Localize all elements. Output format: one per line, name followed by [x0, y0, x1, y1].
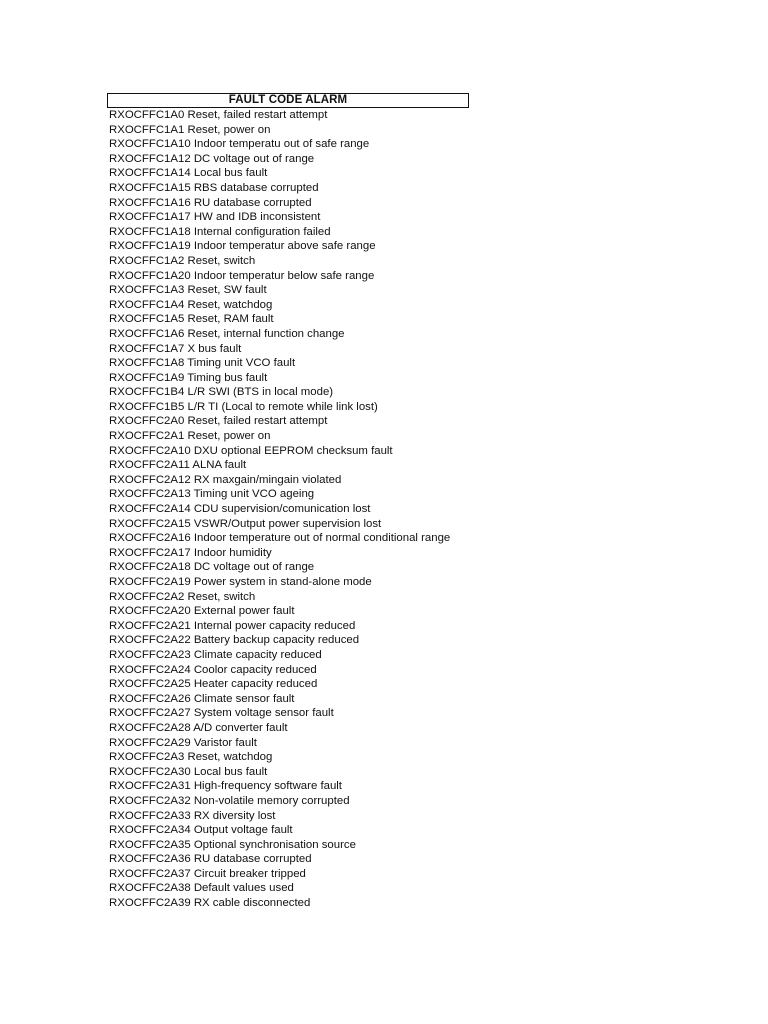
list-item: RXOCFFC2A37 Circuit breaker tripped	[109, 867, 306, 880]
list-item: RXOCFFC1A8 Timing unit VCO fault	[109, 357, 296, 370]
list-item: RXOCFFC2A26 Climate sensor fault	[109, 692, 295, 705]
list-item: RXOCFFC2A17 Indoor humidity	[109, 546, 272, 559]
list-item: RXOCFFC2A11 ALNA fault	[109, 459, 247, 472]
list-item: RXOCFFC1A17 HW and IDB inconsistent	[109, 211, 321, 224]
list-item: RXOCFFC2A34 Output voltage fault	[109, 824, 293, 837]
list-item: RXOCFFC2A31 High-frequency software fault	[109, 780, 342, 793]
list-item: RXOCFFC2A18 DC voltage out of range	[109, 561, 315, 574]
fault-code-list	[107, 108, 469, 911]
list-item: RXOCFFC1A1 Reset, power on	[109, 123, 271, 136]
list-item: RXOCFFC1B4 L/R SWI (BTS in local mode)	[109, 386, 334, 399]
list-item: RXOCFFC2A13 Timing unit VCO ageing	[109, 488, 315, 501]
list-item: RXOCFFC2A20 External power fault	[109, 605, 295, 618]
list-item: RXOCFFC2A16 Indoor temperature out of normal conditional range	[109, 532, 451, 545]
list-item: RXOCFFC2A3 Reset, watchdog	[109, 751, 273, 764]
list-item: RXOCFFC1A4 Reset, watchdog	[109, 298, 273, 311]
list-item: RXOCFFC2A25 Heater capacity reduced	[109, 678, 318, 691]
list-item: RXOCFFC2A35 Optional synchronisation source	[109, 838, 356, 851]
list-item: RXOCFFC1A20 Indoor temperatur below safe range	[109, 269, 375, 282]
list-item: RXOCFFC2A21 Internal power capacity reduced	[109, 619, 356, 632]
list-item: RXOCFFC2A32 Non-volatile memory corrupted	[109, 794, 350, 807]
list-item: RXOCFFC2A19 Power system in stand-alone mode	[109, 576, 372, 588]
list-item: RXOCFFC2A33 RX diversity lost	[109, 809, 276, 822]
list-item: RXOCFFC1A12 DC voltage out of range	[109, 152, 315, 165]
list-item: RXOCFFC1A15 RBS database corrupted	[109, 181, 319, 194]
list-item: RXOCFFC1A5 Reset, RAM fault	[109, 313, 274, 326]
list-item: RXOCFFC1A16 RU database corrupted	[109, 196, 312, 209]
list-item: RXOCFFC2A38 Default values used	[109, 882, 294, 895]
list-item: RXOCFFC1A14 Local bus fault	[109, 167, 268, 180]
list-item: RXOCFFC2A22 Battery backup capacity reduced	[109, 634, 360, 647]
list-item: RXOCFFC2A10 DXU optional EEPROM checksum fault	[109, 444, 393, 457]
list-item: RXOCFFC2A1 Reset, power on	[109, 430, 271, 443]
list-item: RXOCFFC2A39 RX cable disconnected	[109, 897, 311, 910]
list-item: RXOCFFC1A6 Reset, internal function change	[109, 327, 345, 340]
list-item: RXOCFFC2A30 Local bus fault	[109, 765, 268, 778]
list-item: RXOCFFC2A14 CDU supervision/comunication lost	[109, 503, 371, 516]
list-item: RXOCFFC1B5 L/R TI (Local to remote while link lost)	[109, 400, 378, 413]
list-item: RXOCFFC2A0 Reset, failed restart attempt	[109, 415, 328, 428]
list-item: RXOCFFC2A23 Climate capacity reduced	[109, 648, 322, 661]
list-item: RXOCFFC2A28 A/D converter fault	[109, 721, 288, 734]
list-item: RXOCFFC1A10 Indoor temperatu out of safe range	[109, 138, 370, 151]
list-item: RXOCFFC1A3 Reset, SW fault	[109, 284, 267, 297]
list-item: RXOCFFC1A2 Reset, switch	[109, 254, 256, 267]
list-item: RXOCFFC1A0 Reset, failed restart attempt	[109, 109, 328, 121]
fault-code-table	[107, 93, 469, 911]
list-item: RXOCFFC1A7 X bus fault	[109, 342, 242, 355]
list-item: RXOCFFC2A12 RX maxgain/mingain violated	[109, 473, 342, 486]
list-item: RXOCFFC2A2 Reset, switch	[109, 590, 256, 603]
list-item: RXOCFFC2A36 RU database corrupted	[109, 853, 312, 866]
list-item: RXOCFFC1A19 Indoor temperatur above safe range	[109, 240, 376, 253]
list-item: RXOCFFC1A18 Internal configuration failed	[109, 225, 331, 238]
list-item: RXOCFFC2A15 VSWR/Output power supervision lost	[109, 517, 382, 530]
list-item: RXOCFFC1A9 Timing bus fault	[109, 371, 268, 384]
list-item: RXOCFFC2A24 Coolor capacity reduced	[109, 663, 317, 676]
table-header: FAULT CODE ALARM	[107, 93, 469, 108]
list-item: RXOCFFC2A29 Varistor fault	[109, 736, 257, 749]
list-item: RXOCFFC2A27 System voltage sensor fault	[109, 707, 334, 720]
